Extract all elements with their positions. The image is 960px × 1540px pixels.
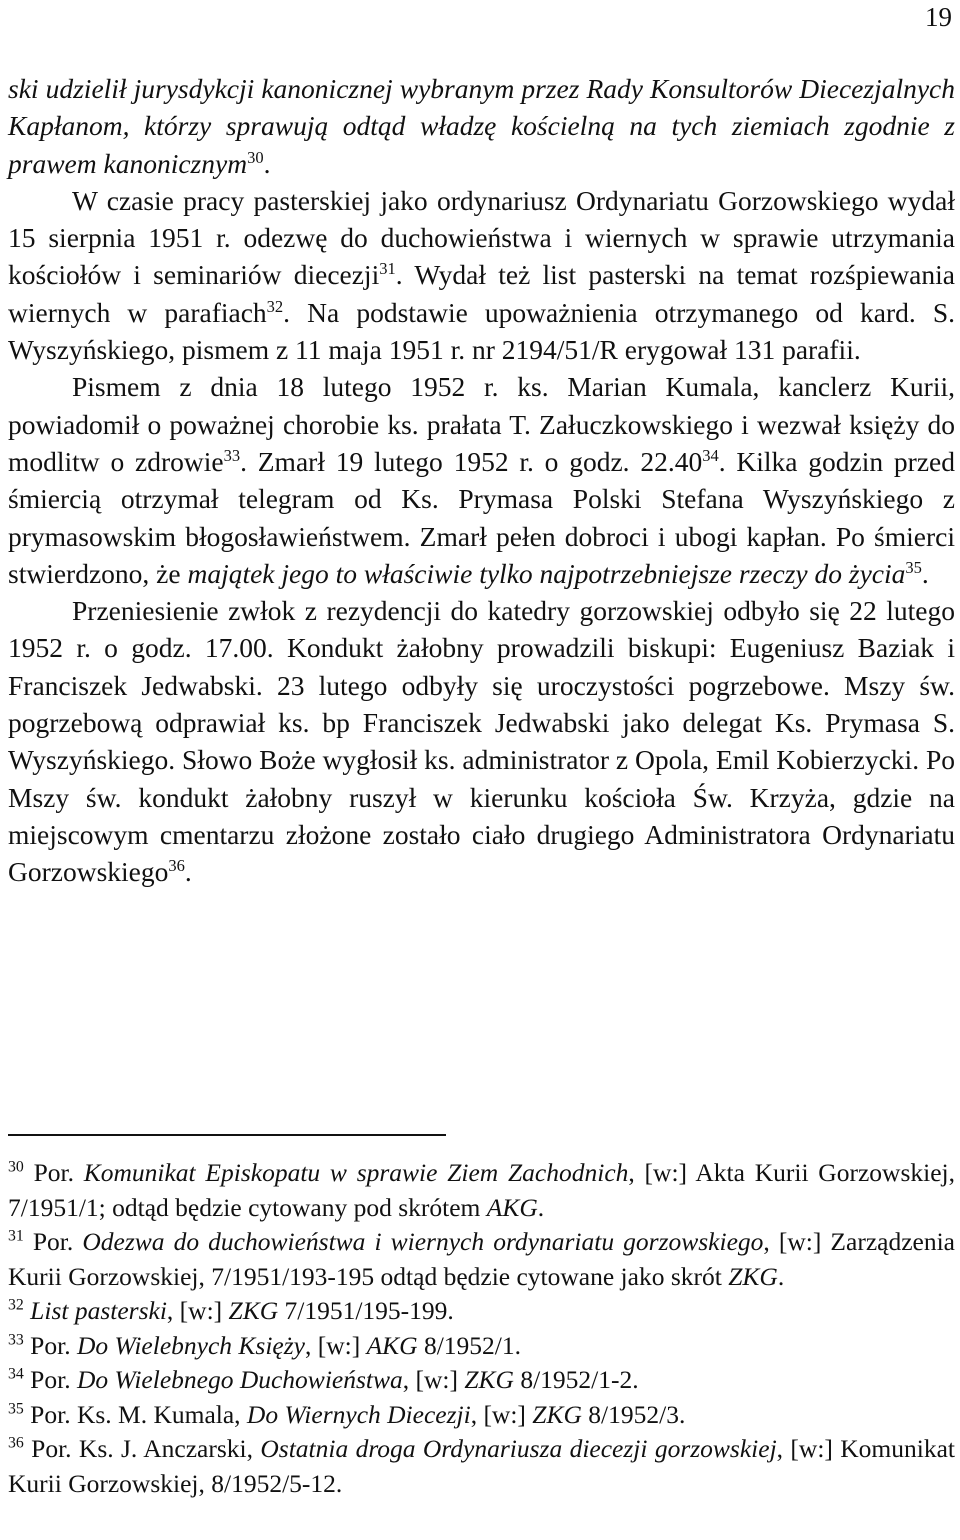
footnote-reference: 36 (168, 856, 185, 876)
text-run: , [w:] Zarządzenia Kurii Gorzowskiej, 7/1951/193-195 odtąd będzie cytowane jako skrót (8, 1227, 955, 1291)
text-run: Por. (23, 1158, 84, 1187)
text-run: W czasie pracy pasterskiej jako ordynariusz Ordynariatu Gorzowskiego wydał 15 sierpnia 1951 r. odezwę do duchowieństwa i wiernych w sprawie utrzymania kościołów i seminariów diecezji (8, 184, 955, 291)
text-run: , [w:] (166, 1296, 229, 1325)
text-run: . Kilka godzin przed śmiercią otrzymał telegram od Ks. Prymasa Polski Stefana Wyszyńskiego z prymasowskim błogosławieństwem. Zmarł pełen dobroci i ubogi kapłan. Po śmierci stwierdzono, że (8, 445, 956, 589)
page-number: 19 (925, 2, 952, 32)
text-run: . (263, 147, 271, 179)
text-run: . (777, 1261, 785, 1291)
text-run: Por. (23, 1227, 83, 1256)
footnote-reference: 32 (266, 296, 284, 316)
footnote-number: 32 (8, 1296, 24, 1314)
text-run: 8/1952/3. (581, 1399, 686, 1429)
italic-text: Komunikat Episkopatu w sprawie Ziem Zachodnich (83, 1158, 629, 1187)
footnote (8, 1398, 955, 1433)
text-run: . Zmarł 19 lutego 1952 r. o godz. 22.40 (240, 445, 703, 477)
footnote-reference: 34 (702, 445, 719, 465)
italic-text: Ostatnia droga Ordynariusza diecezji gorzowskiej (260, 1434, 777, 1463)
paragraph (8, 592, 955, 890)
text-run: . (184, 856, 192, 888)
italic-text: AKG (366, 1330, 418, 1360)
italic-text: List pasterski (30, 1296, 167, 1325)
text-run: 8/1952/1-2. (513, 1365, 639, 1394)
footnote-reference: 33 (223, 445, 241, 465)
text-run: , [w:] Komunikat Kurii Gorzowskiej, 8/1952/5-12. (8, 1434, 955, 1498)
italic-text: Do Wielebnego Duchowieństwa (76, 1365, 403, 1394)
text-run: 7/1951/195-199. (278, 1296, 454, 1325)
italic-text: Do Wiernych Diecezji (246, 1399, 471, 1429)
footnote-reference: 31 (379, 259, 396, 279)
text-run: . Wydał też list pasterski na temat rozśpiewania wiernych w parafiach (8, 259, 955, 328)
footnote (8, 1225, 955, 1294)
footnote-number: 34 (8, 1365, 24, 1383)
italic-text: ZKG (464, 1365, 514, 1394)
text-run: Por. (23, 1330, 77, 1360)
text-run: . (921, 557, 929, 589)
footnote (8, 1432, 955, 1501)
italic-text: Odezwa do duchowieństwa i wiernych ordynariatu gorzowskiego (82, 1227, 764, 1256)
text-run: , [w:] (304, 1330, 367, 1360)
footnote-number: 35 (8, 1400, 24, 1417)
italic-text: ZKG (532, 1399, 582, 1429)
text-run: , [w:] (470, 1399, 533, 1429)
footnote-number: 31 (8, 1227, 24, 1245)
italic-text: majątek jego to właściwie tylko najpotrzebniejsze rzeczy do życia (187, 557, 906, 589)
body-text (8, 70, 955, 891)
text-run: Pismem z dnia 18 lutego 1952 r. ks. Marian Kumala, kanclerz Kurii, powiadomił o poważnej chorobie ks. prałata T. Załuczkowskiego i wezwał księży do modlitw o zdrowie (8, 371, 955, 477)
text-run: , [w:] (402, 1365, 465, 1394)
footnote-reference: 35 (905, 557, 922, 577)
italic-text: ZKG (228, 1296, 279, 1325)
text-run: Przeniesienie zwłok z rezydencji do katedry gorzowskiej odbyło się 22 lutego 1952 r. o godz. 17.00. Kondukt żałobny prowadzili biskupi: Eugeniusz Baziak i Franciszek Jedwabski. 23 lutego odbyły się uroczystości pogrzebowe. Mszy św. pogrzebową odprawiał ks. bp Franciszek Jedwabski jako delegat Ks. Prymasa S. Wyszyńskiego. Słowo Boże wygłosił ks. administrator z Opola, Emil Kobierzycki. Po Mszy św. kondukt żałobny ruszył w kierunku kościoła Św. Krzyża, gdzie na miejscowym cmentarzu złożone zostało ciało drugiego Administratora Ordynariatu Gorzowskiego (8, 595, 955, 888)
paragraph (8, 368, 955, 592)
text-run: Por. Ks. M. Kumala, (23, 1399, 247, 1429)
footnote (8, 1329, 955, 1364)
text-run: . (537, 1192, 545, 1222)
paragraph (8, 70, 955, 182)
text-run: Por. Ks. J. Anczarski, (23, 1434, 261, 1463)
paragraph (8, 182, 955, 368)
footnotes (8, 1156, 955, 1501)
italic-text: Do Wielebnych Księży (76, 1330, 305, 1360)
footnote (8, 1156, 955, 1225)
italic-text: AKG (486, 1192, 538, 1222)
text-run: Por. (23, 1365, 77, 1394)
text-run: , [w:] Akta Kurii Gorzowskiej, 7/1951/1; odtąd będzie cytowany pod skrótem (8, 1158, 955, 1222)
italic-text: ski udzielił jurysdykcji kanonicznej wybranym przez Rady Konsultorów Diecezjalnych Kapłanom, którzy sprawują odtąd władzę kościelną na tych ziemiach zgodnie z prawem kanonicznym (8, 73, 955, 179)
footnote (8, 1294, 955, 1329)
footnote-number: 36 (8, 1434, 24, 1452)
footnote-number: 33 (8, 1331, 24, 1348)
footnote-separator (8, 1134, 446, 1136)
footnote-reference: 30 (247, 147, 264, 167)
footnote (8, 1363, 955, 1398)
text-run: . Na podstawie upoważnienia otrzymanego od kard. S. Wyszyńskiego, pismem z 11 maja 1951 r. nr 2194/51/R erygował 131 parafii. (8, 296, 955, 366)
text-run: 8/1952/1. (417, 1330, 522, 1360)
footnote-number: 30 (8, 1158, 24, 1176)
italic-text: ZKG (728, 1261, 778, 1291)
